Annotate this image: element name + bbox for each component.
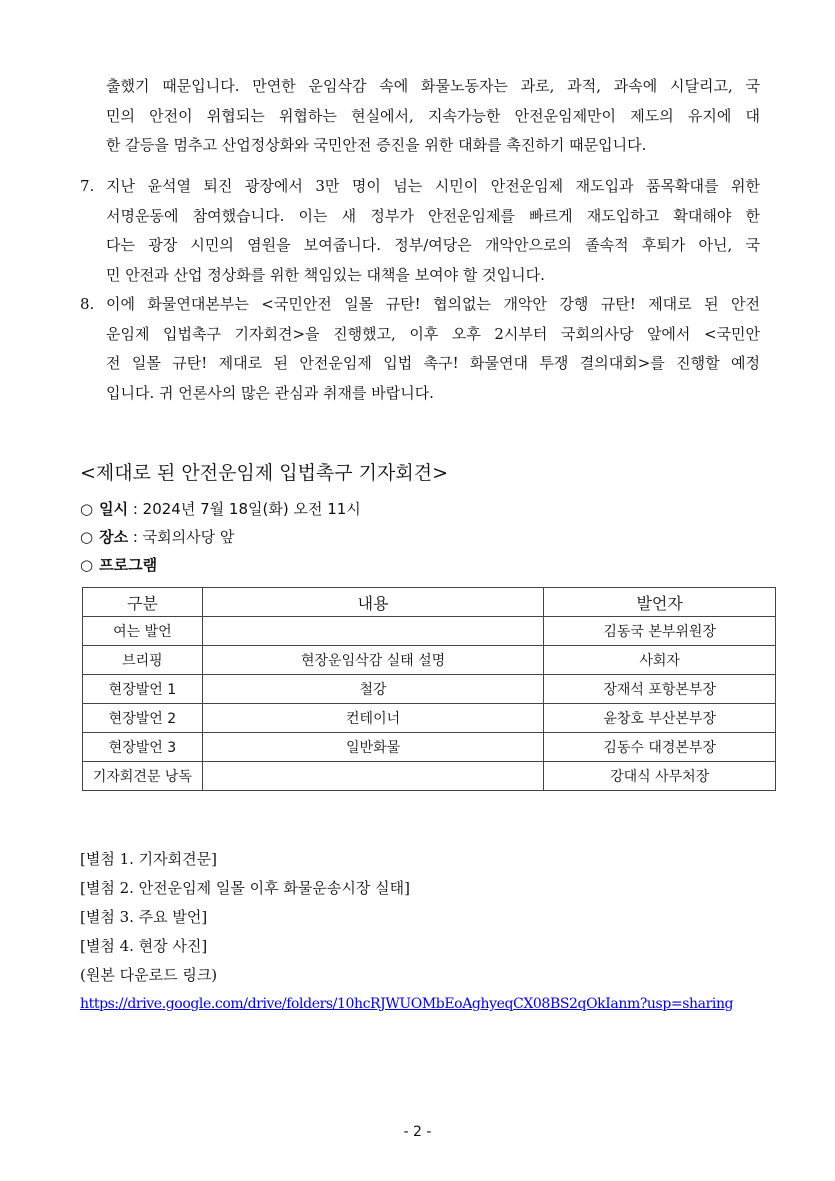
cell-speaker: 윤창호 부산본부장 bbox=[544, 704, 776, 733]
paragraph-number: 7. bbox=[80, 177, 95, 195]
paragraph-8 bbox=[80, 290, 760, 408]
cell-category: 브리핑 bbox=[83, 646, 203, 675]
event-date bbox=[80, 498, 361, 519]
cell-content: 철강 bbox=[202, 675, 543, 704]
header-content: 내용 bbox=[202, 588, 543, 617]
paragraph-line: 지난 윤석열 퇴진 광장에서 3만 명이 넘는 시민이 안전운임제 재도입과 품목확대를 위한 bbox=[106, 177, 760, 195]
table-row bbox=[83, 762, 776, 791]
page-number: - 2 - bbox=[403, 1124, 432, 1140]
table-row bbox=[83, 646, 776, 675]
date-label: 일시 bbox=[99, 500, 129, 518]
paragraph-line: 서명운동에 참여했습니다. 이는 새 정부가 안전운임제를 빠르게 재도입하고 확대해야 한 bbox=[106, 206, 760, 225]
cell-content: 현장운임삭감 실태 설명 bbox=[202, 646, 543, 675]
date-value: : 2024년 7월 18일(화) 오전 11시 bbox=[132, 500, 361, 518]
cell-content: 일반화물 bbox=[202, 733, 543, 762]
cell-content bbox=[202, 617, 543, 646]
circle-bullet-icon: ○ bbox=[80, 528, 94, 546]
cell-category: 현장발언 2 bbox=[83, 704, 203, 733]
paragraph-continuation bbox=[80, 72, 760, 161]
paragraph-number: 8. bbox=[80, 295, 95, 313]
attachments-list bbox=[80, 845, 733, 1019]
cell-category: 여는 발언 bbox=[83, 617, 203, 646]
place-value: : 국회의사당 앞 bbox=[132, 528, 235, 546]
paragraph-line: 다는 광장 시민의 염원을 보여줍니다. 정부/여당은 개악안으로의 졸속적 후퇴가 아닌, 국 bbox=[106, 236, 760, 254]
header-speaker: 발언자 bbox=[544, 588, 776, 617]
paragraph-line: 민 안전과 산업 정상화를 위한 책임있는 대책을 보여야 할 것입니다. bbox=[106, 265, 545, 284]
attachment-item: [별첨 4. 현장 사진] bbox=[80, 937, 208, 955]
table-row bbox=[83, 704, 776, 733]
event-place bbox=[80, 526, 234, 547]
paragraph-line: 민의 안전이 위협되는 위협하는 현실에서, 지속가능한 안전운임제만이 제도의 유지에 대 bbox=[106, 106, 760, 125]
attachment-item: [별첨 3. 주요 발언] bbox=[80, 908, 208, 926]
cell-speaker: 김동국 본부위원장 bbox=[544, 617, 776, 646]
paragraph-line: 전 일몰 규탄! 제대로 된 안전운임제 입법 촉구! 화물연대 투쟁 결의대회>를 진행할 예정 bbox=[106, 354, 760, 372]
table-row bbox=[83, 675, 776, 704]
cell-speaker: 사회자 bbox=[544, 646, 776, 675]
circle-bullet-icon: ○ bbox=[80, 556, 94, 574]
cell-category: 현장발언 3 bbox=[83, 733, 203, 762]
table-row bbox=[83, 617, 776, 646]
program-table bbox=[82, 587, 776, 791]
circle-bullet-icon: ○ bbox=[80, 500, 94, 518]
place-label: 장소 bbox=[99, 528, 129, 546]
paragraph-line: 이에 화물연대본부는 <국민안전 일몰 규탄! 협의없는 개악안 강행 규탄! 제대로 된 안전 bbox=[106, 295, 760, 313]
paragraph-line: 운임제 입법촉구 기자회견>을 진행했고, 이후 오후 2시부터 국회의사당 앞에서 <국민안 bbox=[106, 324, 760, 343]
event-title: <제대로 된 안전운임제 입법촉구 기자회견> bbox=[80, 462, 449, 484]
cell-category: 현장발언 1 bbox=[83, 675, 203, 704]
download-link[interactable]: https://drive.google.com/drive/folders/10hcRJWUOMbEoAghyeqCX08BS2qOkIanm?usp=sharing bbox=[80, 996, 734, 1012]
paragraph-7 bbox=[80, 172, 760, 290]
program-label: 프로그램 bbox=[99, 556, 158, 574]
paragraph-line: 출했기 때문입니다. 만연한 운임삭감 속에 화물노동자는 과로, 과적, 과속에 시달리고, 국 bbox=[106, 77, 760, 95]
cell-speaker: 김동수 대경본부장 bbox=[544, 733, 776, 762]
paragraph-line: 입니다. 귀 언론사의 많은 관심과 취재를 바랍니다. bbox=[106, 383, 434, 402]
event-program bbox=[80, 554, 157, 575]
table-header-row bbox=[83, 588, 776, 617]
table-row bbox=[83, 733, 776, 762]
cell-content: 컨테이너 bbox=[202, 704, 543, 733]
cell-speaker: 장재석 포항본부장 bbox=[544, 675, 776, 704]
cell-content bbox=[202, 762, 543, 791]
cell-category: 기자회견문 낭독 bbox=[83, 762, 203, 791]
cell-speaker: 강대식 사무처장 bbox=[544, 762, 776, 791]
paragraph-line: 한 갈등을 멈추고 산업정상화와 국민안전 증진을 위한 대화를 촉진하기 때문입니다. bbox=[106, 136, 647, 154]
header-category: 구분 bbox=[83, 588, 203, 617]
attachment-item: [별첨 2. 안전운임제 일몰 이후 화물운송시장 실태] bbox=[80, 879, 410, 897]
attachment-item: [별첨 1. 기자회견문] bbox=[80, 850, 217, 868]
attachment-item: (원본 다운로드 링크) bbox=[80, 966, 218, 984]
